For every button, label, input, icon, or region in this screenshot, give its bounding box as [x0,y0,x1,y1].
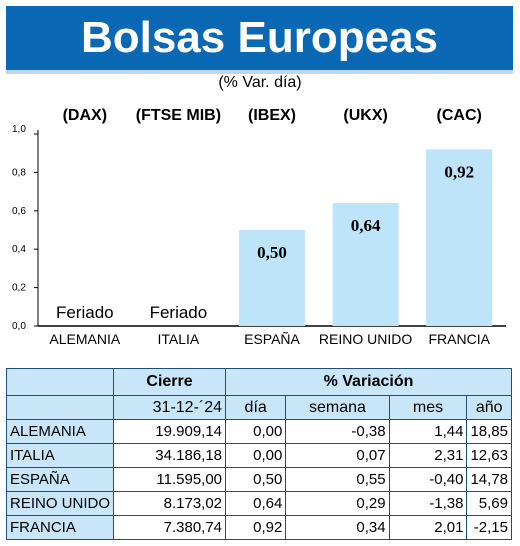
bar-chart [0,96,520,356]
cell-mes: -1,38 [389,492,467,516]
cell-semana: 0,29 [286,492,389,516]
cell-mes: 2,31 [389,444,467,468]
table-column-header-row [7,396,512,420]
table-row [7,468,512,492]
cell-mes: 2,01 [389,516,467,540]
cell-cierre: 11.595,00 [114,468,226,492]
data-label: Feriado [55,303,114,322]
category-label: ESPAÑA [244,331,300,347]
group-header-cierre: Cierre [114,369,226,396]
table-corner-cell [7,369,114,396]
data-table [6,368,512,540]
cell-semana: -0,38 [286,420,389,444]
row-name: REINO UNIDO [7,492,114,516]
cell-ano: 12,63 [467,444,512,468]
title-bar [6,6,513,74]
cell-semana: 0,55 [286,468,389,492]
cell-ano: 5,69 [467,492,512,516]
page-title: Bolsas Europeas [80,13,439,62]
data-label: Feriado [149,303,208,322]
cell-semana: 0,34 [286,516,389,540]
cell-ano: 14,78 [467,468,512,492]
data-label: 0,50 [257,243,287,262]
cell-cierre: 19.909,14 [114,420,226,444]
table-row [7,444,512,468]
table-row [7,516,512,540]
cell-dia: 0,00 [226,444,286,468]
index-label: (FTSE MIB) [135,107,222,124]
index-label: (CAC) [436,107,482,124]
row-name: ALEMANIA [7,420,114,444]
cell-cierre: 34.186,18 [114,444,226,468]
column-header-mes: mes [389,396,467,420]
category-label: FRANCIA [428,331,490,347]
index-label: (UKX) [343,107,388,124]
category-label: REINO UNIDO [318,331,413,347]
column-header-dia: día [226,396,286,420]
row-name: FRANCIA [7,516,114,540]
data-label: 0,64 [350,216,381,236]
column-header-cierre: 31-12-´24 [114,396,226,420]
category-label: ITALIA [157,331,200,347]
table-corner-cell [7,396,114,420]
table-row [7,420,512,444]
cell-mes: 1,44 [389,420,467,444]
y-tick-label: 0,4 [12,244,26,256]
y-tick-label: 0,2 [12,282,26,294]
column-header-ano: año [467,396,512,420]
y-tick-label: 1,0 [12,124,26,135]
y-tick-label: 0,8 [12,167,26,179]
cell-ano: 18,85 [467,420,512,444]
group-header-variacion: % Variación [226,369,512,396]
cell-dia: 0,64 [226,492,286,516]
index-label: (IBEX) [248,107,296,124]
cell-cierre: 7.380,74 [114,516,226,540]
cell-dia: 0,92 [226,516,286,540]
index-label: (DAX) [62,107,108,124]
table-group-header-row [7,369,512,396]
cell-mes: -0,40 [389,468,467,492]
cell-semana: 0,07 [286,444,389,468]
column-header-semana: semana [286,396,389,420]
row-name: ITALIA [7,444,114,468]
y-tick-label: 0,0 [12,321,26,332]
cell-ano: -2,15 [467,516,512,540]
y-tick-label: 0,6 [12,205,26,217]
chart-subtitle: (% Var. día) [218,74,302,91]
cell-cierre: 8.173,02 [114,492,226,516]
category-label: ALEMANIA [49,331,121,347]
cell-dia: 0,00 [226,420,286,444]
row-name: ESPAÑA [7,468,114,492]
data-label: 0,92 [444,162,475,182]
cell-dia: 0,50 [226,468,286,492]
table-row [7,492,512,516]
